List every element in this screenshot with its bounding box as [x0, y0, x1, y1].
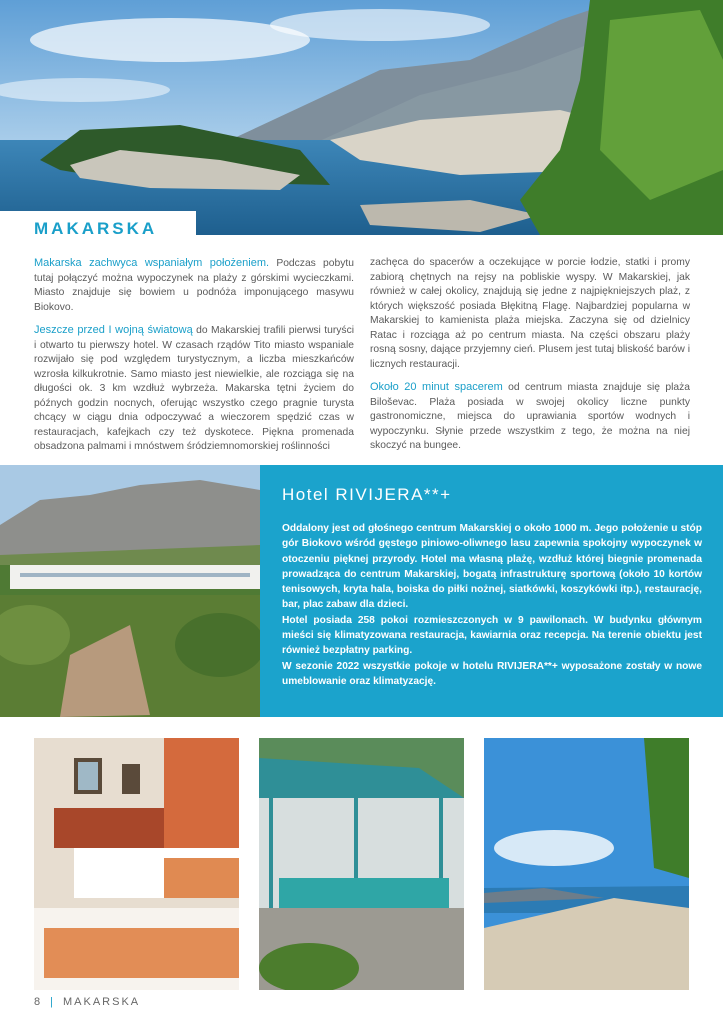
hotel-terrace-photo	[259, 738, 464, 990]
paragraph	[370, 380, 690, 454]
paragraph-lead: Jeszcze przed I wojną światową	[34, 324, 193, 336]
section-title: MAKARSKA	[34, 219, 158, 238]
paragraph-text: od centrum miasta znajduje się plaża Biloševac. Plaża posiada w swojej okolicy liczne punkty gastronomiczne, miejsca do uprawiania sportów wodnych i wypoczynku. Słynie przede wszystkim z tego, że można na niej skoczyć na bungee.	[370, 382, 690, 451]
page-footer	[34, 996, 140, 1008]
footer-label: MAKARSKA	[62, 996, 141, 1008]
section-title-tab	[0, 211, 196, 245]
paragraph	[34, 256, 354, 315]
paragraph-lead: Około 20 minut spacerem	[370, 381, 503, 393]
paragraph-lead: Makarska zachwyca wspaniałym położeniem.	[34, 257, 270, 269]
text-column-right	[370, 256, 690, 462]
paragraph: zachęca do spacerów a oczekujące w porcie łodzie, statki i promy zabiorą chętnych na rejsy na pobliskie wyspy. W Makarskiej, jak również w całej okolicy, znajdują się jedne z najpiękniejszych plaż, z których większość posiada Błękitną Flagę. Najbardziej popularna w Makarskiej to kamienista plaża miejska. Zaczyna się od dzielnicy Ratac i rozciąga aż po centrum miasta. Na części obszaru plaży rosną sosny, dające przyjemny cień. Plusem jest tutaj bliskość barów i licznych restauracji.	[370, 257, 690, 370]
paragraph-text: do Makarskiej trafili pierwsi turyści i otwarto tu pierwszy hotel. W czasach rządów Tito miasto wspaniale rozwijało się pod względem turystycznym, a liczba mieszkańców wzrosła kilkukrotnie. Samo miasto jest niewielkie, ale rozciąga się na długości ok. 3 km wzdłuż wybrzeża. Makarska tętni życiem do późnych godzin nocnych, oferując wszystko czego pragnie turysta chcący w ciągu dnia odpoczywać a wieczorem spędzić czas w restauracjach, kafejkach czy też dyskotece. Piękna promenada obsadzona palmami i mnóstwem śródziemnomorskiej roślinności	[34, 325, 354, 452]
hotel-exterior-photo	[0, 465, 260, 717]
hero-photo-makarska	[0, 0, 723, 235]
hotel-description	[282, 521, 702, 689]
paragraph	[34, 323, 354, 455]
page-number: 8	[34, 996, 43, 1008]
paragraph: W sezonie 2022 wszystkie pokoje w hotelu RIVIJERA**+ wyposażone zostały w nowe umeblowanie oraz klimatyzację.	[282, 660, 702, 687]
hotel-room-photo	[34, 738, 239, 990]
hotel-info-panel	[260, 465, 723, 717]
paragraph: Oddalony jest od głośnego centrum Makarskiej o około 1000 m. Jego położenie u stóp gór Biokovo wśród gęstego piniowo-oliwnego lasu zapewnia spokojny wypoczynek w otoczeniu pięknej przyrody. Hotel ma własną plażę, wzdłuż której biegnie promenada prowadząca do centrum Makarskiej, bogatą infrastrukturę sportową (około 10 kortów tenisowych, kryta hala, boiska do piłki nożnej, siatkówki, koszykówki itp.), restaurację, bar, plac zabaw dla dzieci.	[282, 523, 702, 611]
beach-photo	[484, 738, 689, 990]
hotel-section	[0, 465, 723, 717]
footer-separator: |	[50, 996, 55, 1008]
paragraph: Hotel posiada 258 pokoi rozmieszczonych w 9 pawilonach. W budynku głównym mieści się klimatyzowana restauracja, kawiarnia oraz recepcja. Na terenie obiektu jest również bezpłatny parking.	[282, 614, 702, 657]
hotel-title: Hotel RIVIJERA**+	[282, 485, 452, 504]
text-column-left	[34, 256, 354, 463]
paragraph-text: Podczas pobytu tutaj połączyć można wypoczynek na plaży z górskimi wycieczkami. Miasto znajduje się bowiem u podnóża imponującego masywu Biokovo.	[34, 258, 354, 313]
